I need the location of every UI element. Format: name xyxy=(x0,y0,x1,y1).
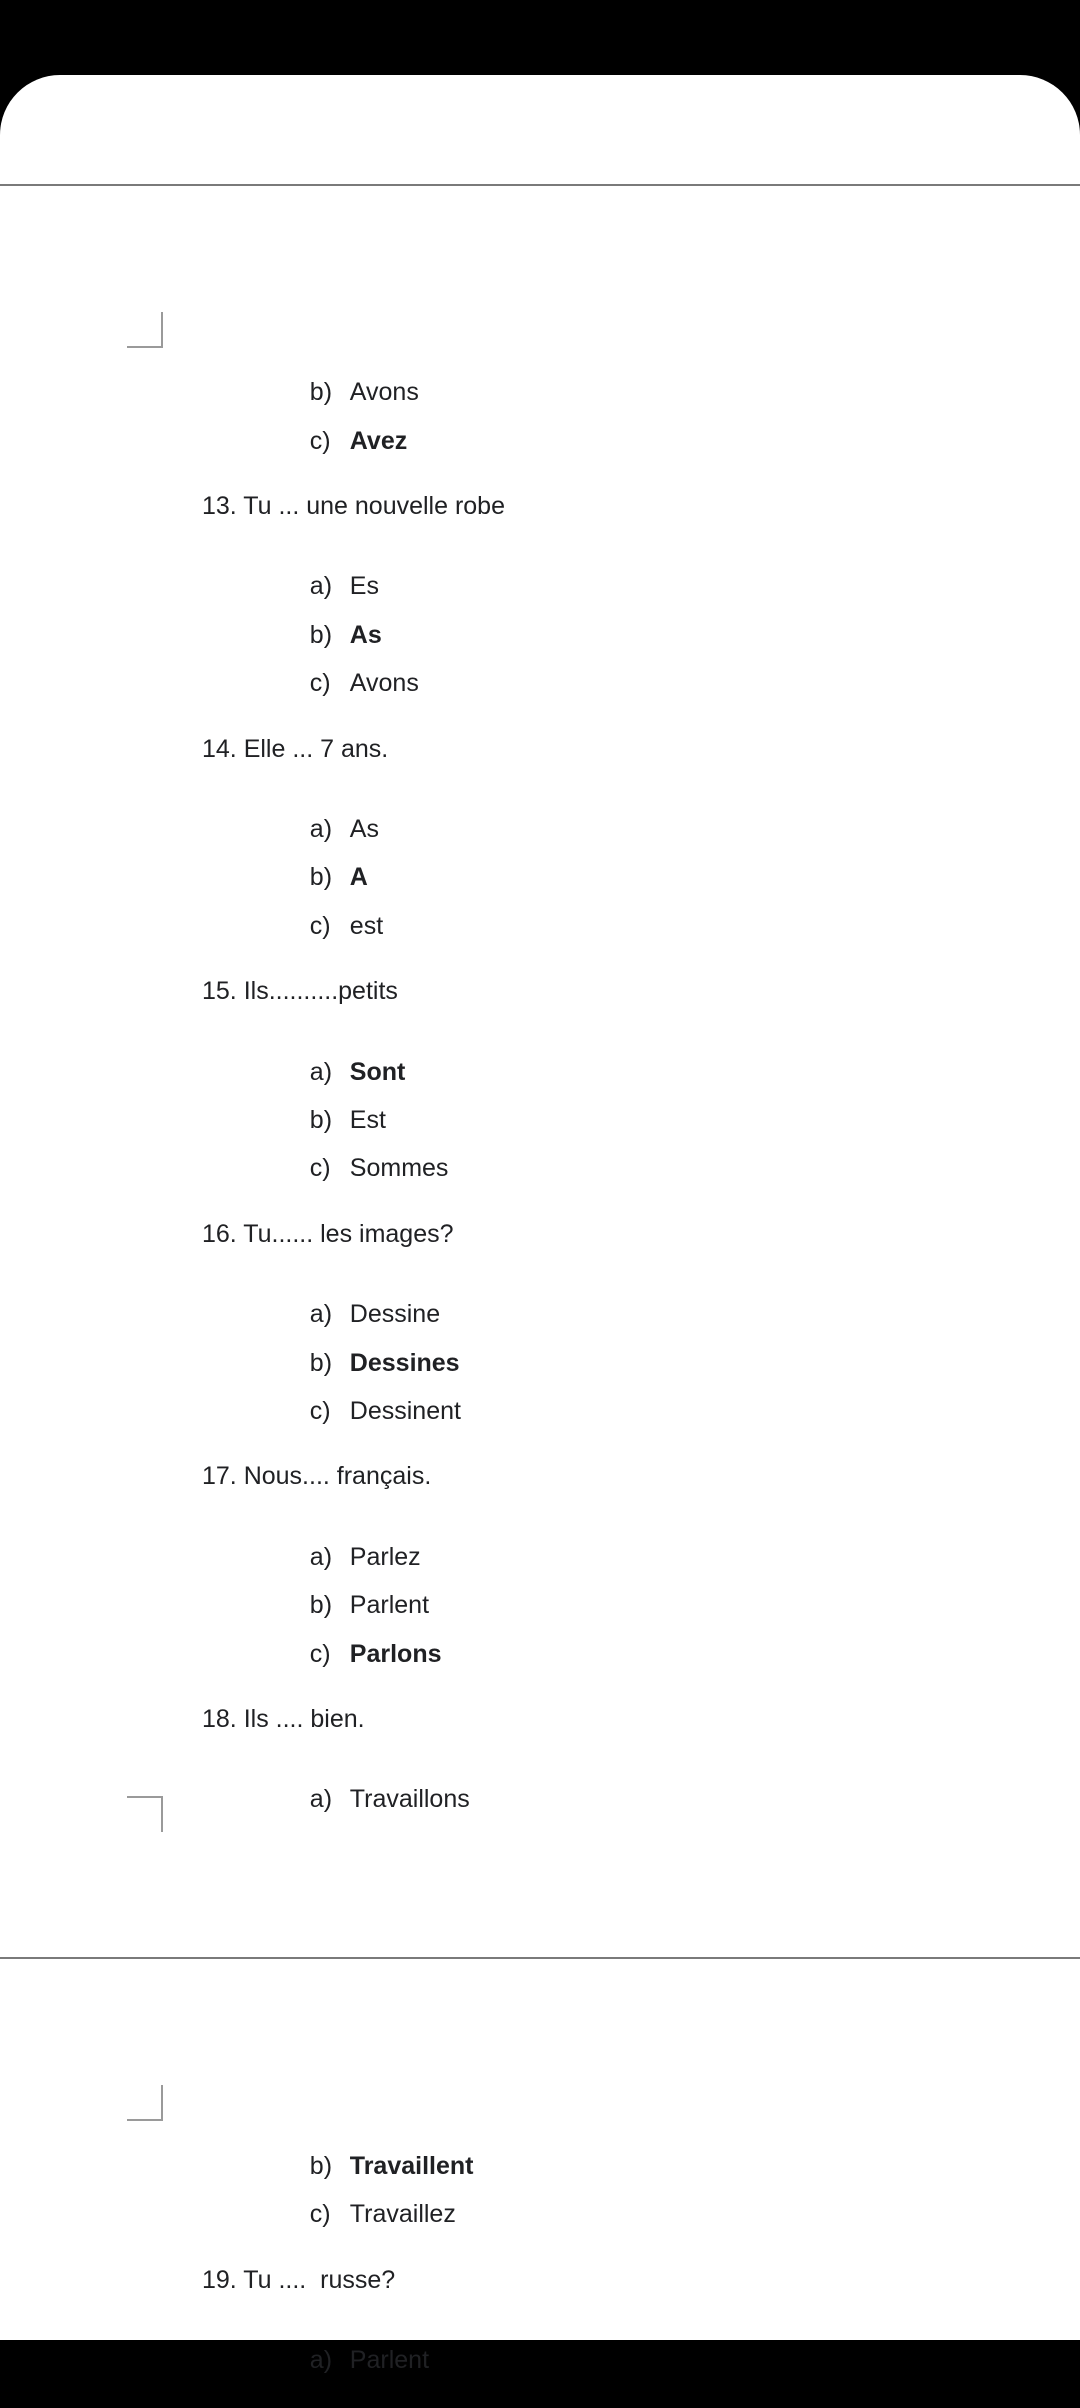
question-title: 14. Elle ... 7 ans. xyxy=(202,735,389,763)
page-divider xyxy=(0,184,1080,186)
question-title: 13. Tu ... une nouvelle robe xyxy=(202,492,505,520)
option-text: Sommes xyxy=(349,1154,449,1182)
option-letter: c) xyxy=(309,427,331,455)
option-letter: b) xyxy=(309,863,333,891)
option-letter: c) xyxy=(309,669,331,697)
question-title: 15. Ils..........petits xyxy=(202,977,398,1005)
option-text: Travaillons xyxy=(349,1785,470,1813)
option-text: A xyxy=(349,863,368,891)
page-margin-corner xyxy=(127,312,163,348)
option-text: Avez xyxy=(349,427,408,455)
option xyxy=(282,2166,456,2262)
option-letter: c) xyxy=(309,1640,331,1668)
option-letter: b) xyxy=(309,378,333,406)
option-text: Avons xyxy=(349,378,419,406)
option-text: Travaillez xyxy=(349,2200,456,2228)
option-text: Parlez xyxy=(349,1543,421,1571)
option-letter: b) xyxy=(309,1349,333,1377)
option-text: Parlent xyxy=(349,1591,430,1619)
option xyxy=(282,878,383,974)
option-text: Parlons xyxy=(349,1640,442,1668)
option-letter: b) xyxy=(309,2152,333,2180)
option-letter: c) xyxy=(309,2200,331,2228)
option-letter: a) xyxy=(309,1785,333,1813)
option-letter: a) xyxy=(309,1543,333,1571)
option-text: Sont xyxy=(349,1058,406,1086)
option-letter: b) xyxy=(309,621,333,649)
option-letter: b) xyxy=(309,1106,333,1134)
option-letter: c) xyxy=(309,1397,331,1425)
option-letter: c) xyxy=(309,1154,331,1182)
option-text: As xyxy=(349,815,379,843)
option xyxy=(282,635,419,731)
question-title: 16. Tu...... les images? xyxy=(202,1220,454,1248)
option xyxy=(282,2312,429,2408)
option-letter: a) xyxy=(309,815,333,843)
option xyxy=(282,1120,448,1216)
document-sheet xyxy=(0,75,1080,2374)
option-text: As xyxy=(349,621,382,649)
option-letter: a) xyxy=(309,572,333,600)
page-margin-corner xyxy=(127,2085,163,2121)
option-text: Dessine xyxy=(349,1300,441,1328)
option-text: Avons xyxy=(349,669,419,697)
option-text: Parlent xyxy=(349,2346,430,2374)
option-letter: b) xyxy=(309,1591,333,1619)
option-letter: a) xyxy=(309,1058,333,1086)
option-letter: a) xyxy=(309,1300,333,1328)
option xyxy=(282,393,407,489)
option xyxy=(282,1606,442,1702)
option-text: Travaillent xyxy=(349,2152,474,2180)
option-text: est xyxy=(349,912,384,940)
question-title: 19. Tu .... russe? xyxy=(202,2266,396,2294)
option-text: Dessinent xyxy=(349,1397,461,1425)
option xyxy=(282,1751,470,1847)
option-text: Dessines xyxy=(349,1349,460,1377)
option xyxy=(282,1363,461,1459)
page-margin-corner xyxy=(127,1796,163,1832)
page-divider xyxy=(0,1957,1080,1959)
option-letter: a) xyxy=(309,2346,333,2374)
option-letter: c) xyxy=(309,912,331,940)
option-text: Est xyxy=(349,1106,386,1134)
question-title: 18. Ils .... bien. xyxy=(202,1705,365,1733)
option-text: Es xyxy=(349,572,379,600)
question-title: 17. Nous.... français. xyxy=(202,1462,432,1490)
